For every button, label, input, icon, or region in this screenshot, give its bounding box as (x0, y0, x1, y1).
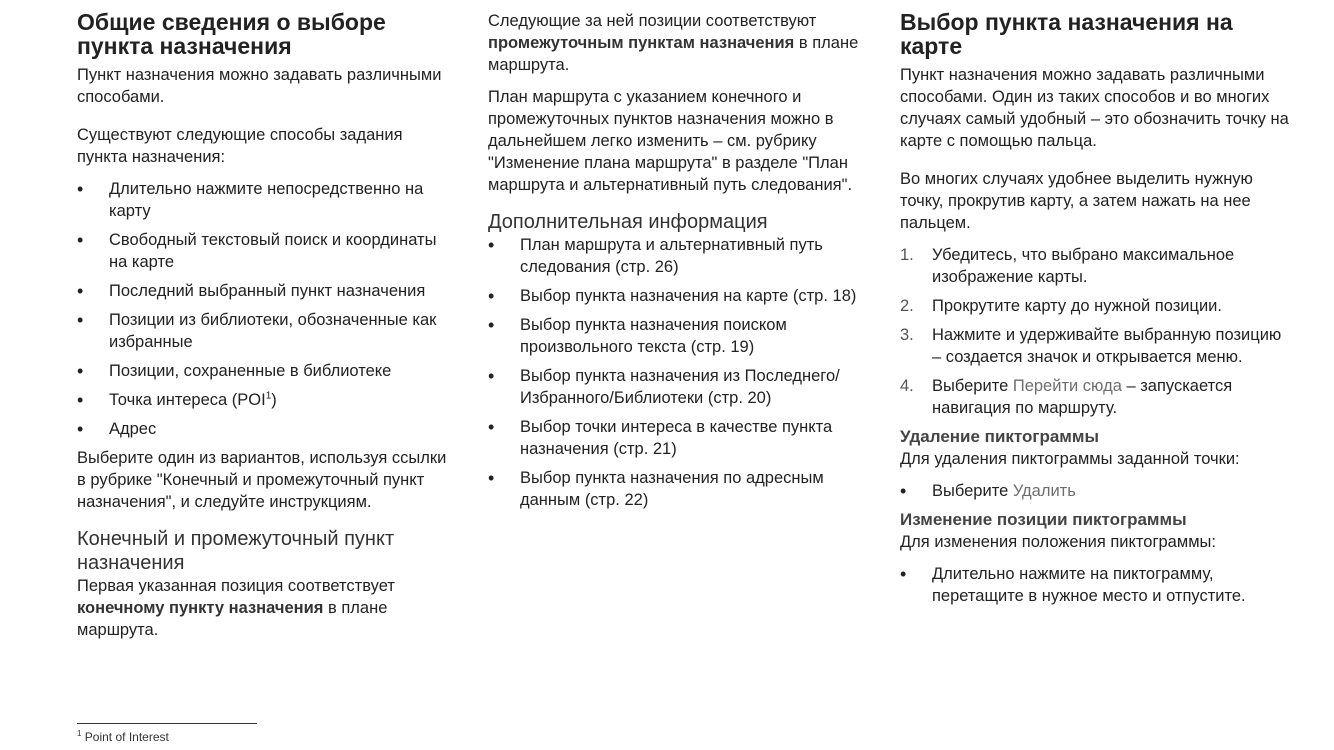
step-number: 4. (900, 377, 914, 395)
section-heading-general: Общие сведения о выборе пункта назначения (77, 9, 386, 59)
list-item-text: Свободный текстовый поиск и координаты на карте (109, 231, 437, 271)
list-item-text: Адрес (109, 420, 157, 438)
list-item (77, 360, 447, 382)
list-item-text: Выберите (932, 482, 1013, 500)
footnote-number: 1 (77, 729, 82, 738)
link-text[interactable]: Выбор пункта назначения из Последнего/Избранного/Библиотеки (стр. 20) (520, 367, 840, 407)
footnote-text (77, 730, 477, 744)
bullet-icon: • (488, 468, 495, 488)
list-item (77, 229, 447, 273)
plan-change-paragraph: План маршрута с указанием конечного и промежуточных пунктов назначения можно в дальнейшем легко изменить – см. рубрику "Изменение плана маршрута" в разделе "План маршрута и альтернативный путь следования". (488, 88, 853, 194)
list-item[interactable] (488, 365, 873, 409)
list-item (900, 563, 1290, 607)
footnote (77, 723, 477, 744)
list-item[interactable] (488, 467, 873, 511)
list-item (900, 480, 1290, 502)
list-item[interactable] (488, 416, 873, 460)
step-number: 1. (900, 246, 914, 264)
link-text[interactable]: Выбор точки интереса в качестве пункта назначения (стр. 21) (520, 418, 833, 458)
step-text: Убедитесь, что выбрано максимальное изображение карты. (932, 246, 1235, 286)
methods-intro: Существуют следующие способы задания пункта назначения: (77, 126, 403, 166)
link-text[interactable]: План маршрута и альтернативный путь следования (стр. 26) (520, 236, 823, 276)
map-intro-paragraph: Пункт назначения можно задавать различными способами. Один из таких способов и во многих случаях самый удобный – это обозначить точку на карте с помощью пальца. (900, 66, 1289, 150)
bullet-icon: • (488, 286, 495, 306)
section-heading-map: Выбор пункта назначения на карте (900, 9, 1233, 59)
list-item (77, 280, 447, 302)
column-general-info (77, 10, 447, 641)
bullet-icon: • (77, 310, 84, 330)
move-steps-list (900, 563, 1290, 607)
step-text: – запускается навигация по маршруту. (932, 377, 1233, 417)
tip-paragraph: Во многих случаях удобнее выделить нужную точку, прокрутив карту, а затем нажать на нее пальцем. (900, 170, 1253, 232)
list-item-text: Последний выбранный пункт назначения (109, 282, 426, 300)
step-item (900, 295, 1290, 317)
bullet-icon: • (77, 230, 84, 250)
list-item-text: ) (271, 391, 277, 409)
step-item (900, 244, 1290, 288)
delete-steps-list (900, 480, 1290, 502)
delete-paragraph: Для удаления пиктограммы заданной точки: (900, 450, 1240, 468)
bullet-icon: • (488, 366, 495, 386)
footnote-ref: 1 (265, 390, 272, 402)
footnote-divider (77, 723, 257, 724)
list-item (77, 309, 447, 353)
step-text: Выберите (932, 377, 1013, 395)
step-number: 2. (900, 297, 914, 315)
emphasis-final-destination: конечному пункту назначения (77, 599, 324, 617)
move-paragraph: Для изменения положения пиктограммы: (900, 533, 1216, 551)
list-item[interactable] (488, 314, 873, 358)
bullet-icon: • (900, 564, 907, 584)
list-item (77, 389, 447, 411)
step-item (900, 375, 1290, 419)
list-item (77, 418, 447, 440)
bullet-icon: • (488, 235, 495, 255)
footnote-label: Point of Interest (81, 730, 169, 744)
more-info-heading: Дополнительная информация (488, 211, 768, 233)
column-map-selection (900, 10, 1290, 614)
step-number: 3. (900, 326, 914, 344)
bullet-icon: • (77, 419, 84, 439)
first-position-paragraph (77, 575, 447, 641)
column-plan-info (488, 10, 873, 518)
text-run: в плане маршрута. (77, 599, 388, 639)
move-icon-heading: Изменение позиции пиктограммы (900, 510, 1187, 529)
steps-list (900, 244, 1290, 419)
bullet-icon: • (488, 315, 495, 335)
bullet-icon: • (77, 281, 84, 301)
step-text: Прокрутите карту до нужной позиции. (932, 297, 1222, 315)
choose-instruction: Выберите один из вариантов, используя ссылки в рубрике "Конечный и промежуточный пункт назначения", и следуйте инструкциям. (77, 449, 447, 511)
list-item (77, 178, 447, 222)
link-text[interactable]: Выбор пункта назначения по адресным данным (стр. 22) (520, 469, 824, 509)
bullet-icon: • (77, 361, 84, 381)
text-run: в плане маршрута. (488, 34, 859, 74)
bullet-icon: • (77, 179, 84, 199)
step-text: Нажмите и удерживайте выбранную позицию – создается значок и открывается меню. (932, 326, 1282, 366)
list-item-text: Длительно нажмите непосредственно на карту (109, 180, 424, 220)
list-item-text: Точка интереса (POI (109, 391, 266, 409)
go-here-option: Перейти сюда (1012, 377, 1122, 395)
list-item-text: Позиции, сохраненные в библиотеке (109, 362, 392, 380)
list-item[interactable] (488, 285, 873, 307)
bullet-icon: • (77, 390, 84, 410)
intro-paragraph: Пункт назначения можно задавать различными способами. (77, 66, 442, 106)
text-run: Первая указанная позиция соответствует (77, 577, 395, 595)
bullet-icon: • (900, 481, 907, 501)
list-item-text: Длительно нажмите на пиктограмму, перетащите в нужное место и отпустите. (932, 565, 1246, 605)
step-item (900, 324, 1290, 368)
delete-icon-heading: Удаление пиктограммы (900, 427, 1099, 446)
related-links-list (488, 234, 873, 511)
list-item-text: Позиции из библиотеки, обозначенные как избранные (109, 311, 437, 351)
methods-list (77, 178, 447, 440)
sub-heading-final-intermediate: Конечный и промежуточный пункт назначения (77, 528, 395, 574)
list-item[interactable] (488, 234, 873, 278)
delete-option: Удалить (1012, 482, 1076, 500)
next-positions-paragraph (488, 10, 873, 76)
bullet-icon: • (488, 417, 495, 437)
link-text[interactable]: Выбор пункта назначения поиском произвольного текста (стр. 19) (520, 316, 787, 356)
link-text[interactable]: Выбор пункта назначения на карте (стр. 18) (520, 287, 857, 305)
text-run: Следующие за ней позиции соответствуют (488, 12, 817, 30)
emphasis-intermediate-destinations: промежуточным пунктам назначения (488, 34, 795, 52)
